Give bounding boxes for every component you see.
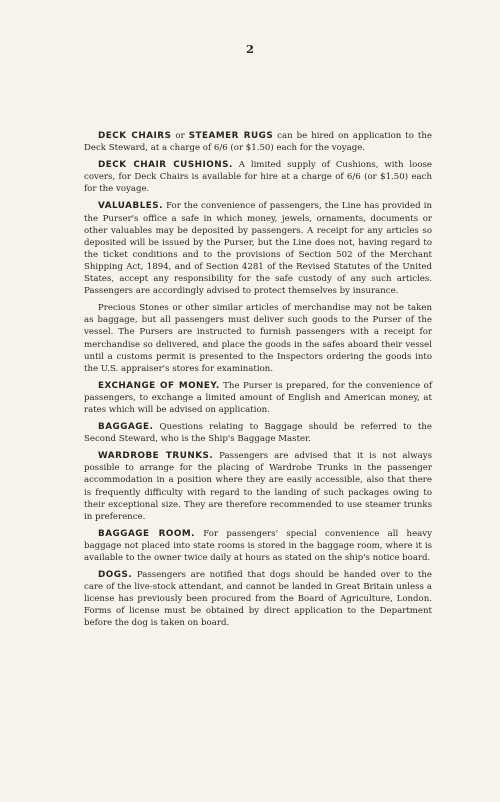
paragraph-text: For the convenience of passengers, the Line has provided in the Purser's office a safe in which money, jewels, ornaments, documents or other valuables may be deposited by passengers. A receipt for any articles so deposited will be issued by the Purser, but the Line does not, having regard to the ticket conditions and to the provisions of Section 502 of the Merchant Shipping Act, 1894, and of Section 4281 of the Revised Statutes of the United States, accept any responsibility for the safe custody of any such articles. Passengers are accordingly advised to protect themselves by insurance. (84, 201, 432, 297)
paragraph-deck-chair-cushions (84, 159, 432, 195)
paragraph-dogs (84, 569, 432, 629)
heading-valuables: VALUABLES. (98, 201, 163, 212)
paragraph-text: The Purser is prepared, for the convenience of passengers, to exchange a limited amount of English and American money, at rates which will be advised on application. (84, 380, 433, 415)
paragraph-text: Passengers are notified that dogs should be handed over to the care of the live-stock attendant, and cannot be landed in Great Britain unless a license has previously been procured from the Board of Agriculture, London. Forms of license must be obtained by direct application to the Department before the dog is taken on board. (84, 570, 432, 629)
heading-steamer-rugs: STEAMER RUGS (188, 131, 274, 141)
paragraph-text: Questions relating to Baggage should be referred to the Second Steward, who is the Ship's Baggage Master. (84, 422, 432, 445)
heading-exchange-of-money: EXCHANGE OF MONEY. (98, 380, 220, 391)
heading-deck-chairs: DECK CHAIRS (98, 131, 172, 141)
paragraph-precious-stones (84, 302, 432, 375)
paragraph-deck-chairs (84, 130, 432, 154)
paragraph-text: Passengers are advised that it is not always possible to arrange for the placing of Wardrobe Trunks in the passenger accommodation in a position where they are easily accessible, also that there is frequently difficulty with regard to the landing of such packages owing to their exceptional size. They are therefore recommended to use steamer trunks in preference. (84, 451, 432, 522)
paragraph-baggage (84, 421, 432, 445)
paragraph-text: For passengers' special convenience all heavy baggage not placed into state rooms is stored in the baggage room, where it is available to the owner twice daily at hours as stated on the ship's notice board. (84, 528, 433, 563)
paragraph-baggage-room (84, 528, 432, 564)
body-text (84, 130, 432, 635)
page-number: 2 (245, 42, 254, 56)
paragraph-text: can be hired on application to the Deck Steward, at a charge of 6/6 (or $1.50) each for the voyage. (84, 131, 432, 154)
heading-dogs: DOGS. (98, 570, 133, 581)
heading-wardrobe-trunks: WARDROBE TRUNKS. (98, 451, 214, 462)
paragraph-wardrobe-trunks (84, 450, 432, 523)
heading-baggage-room: BAGGAGE ROOM. (98, 528, 195, 539)
paragraph-text: Precious Stones or other similar articles of merchandise may not be taken as baggage, but all passengers must deliver such goods to the Purser of the vessel. The Pursers are instructed to furnish passengers with a receipt for merchandise so delivered, and place the goods in the safes aboard their vessel until a customs permit is presented to the Inspectors ordering the goods into the U.S. appraiser's stores for examination. (84, 303, 432, 374)
paragraph-text: A limited supply of Cushions, with loose covers, for Deck Chairs is available for hire at a charge of 6/6 (or $1.50) each for the voyage. (84, 160, 432, 195)
paragraph-exchange-of-money (84, 380, 432, 416)
paragraph-connector: or (171, 131, 189, 141)
heading-baggage: BAGGAGE. (98, 422, 154, 433)
heading-deck-chair-cushions: DECK CHAIR CUSHIONS. (98, 160, 233, 171)
paragraph-valuables (84, 200, 432, 297)
